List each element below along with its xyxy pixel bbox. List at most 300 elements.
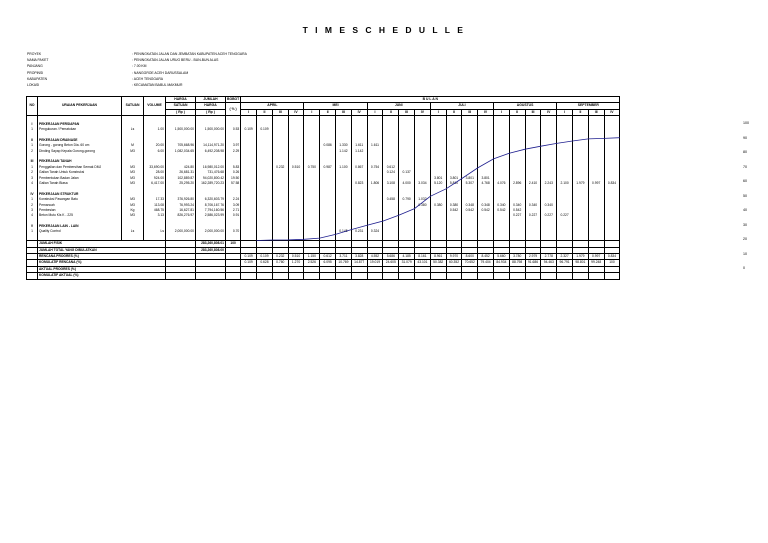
week-header: II — [320, 109, 336, 115]
blank-cell — [27, 273, 38, 279]
month-header: APRIL — [241, 103, 304, 109]
summary-week: 5.686 — [383, 253, 399, 259]
scale-label: 10 — [743, 251, 747, 256]
summary-week: 2.327 — [557, 253, 573, 259]
summary-week — [494, 273, 510, 279]
item-volume: 17.33 — [144, 197, 166, 202]
summary-week: 0.109 — [241, 260, 257, 266]
summary-label: RENCANA PROGRES (%) — [38, 253, 166, 259]
item-name: Pengukuran / Pematokan — [38, 127, 122, 132]
item-no: 4 — [27, 213, 38, 218]
summary-week: 0.760 — [272, 260, 288, 266]
item-jumlah: 6,320,603.79 — [196, 197, 226, 202]
item-harga: 2,000,000.00 — [166, 229, 196, 234]
section-no: III — [27, 159, 38, 164]
header-bobot-2: ( % ) — [226, 103, 241, 116]
item-bobot: 57.58 — [226, 181, 241, 186]
week-value: 4.768 — [478, 181, 494, 186]
info-key: PROYEK — [27, 52, 42, 56]
item-bobot: 5.83 — [226, 165, 241, 170]
item-satuan: Kg — [122, 208, 144, 213]
item-volume: 6.00 — [144, 149, 166, 154]
week-value: 0.997 — [588, 181, 604, 186]
summary-week — [383, 273, 399, 279]
summary-week — [572, 273, 588, 279]
summary-week — [541, 273, 557, 279]
week-value: 0.348 — [462, 202, 478, 207]
week-value: 0.380 — [415, 202, 431, 207]
item-jumlah: 14,114,971.20 — [196, 143, 226, 148]
item-bobot: 2.24 — [226, 197, 241, 202]
item-bobot: 0.91 — [226, 213, 241, 218]
item-harga: 705,668.96 — [166, 143, 196, 148]
scale-label: 60 — [743, 179, 747, 183]
item-no: 2 — [27, 149, 38, 154]
item-satuan: M3 — [122, 202, 144, 207]
week-header: IV — [541, 109, 557, 115]
item-satuan: M3 — [122, 197, 144, 202]
item-volume: 113.08 — [144, 202, 166, 207]
week-value: 0.867 — [351, 165, 367, 170]
summary-week — [320, 273, 336, 279]
week-value: 3.801 — [478, 175, 494, 180]
week-value: 0.380 — [446, 202, 462, 207]
item-name: Dinding Sayap Kepala Gorong-gorong — [38, 149, 122, 154]
item-satuan: M — [122, 143, 144, 148]
header-harga-satuan: HARGA — [166, 97, 196, 103]
week-header: III — [525, 109, 541, 115]
item-harga: 25,295.20 — [166, 181, 196, 186]
week-value: 3.034 — [415, 181, 431, 186]
week-value: 1.979 — [572, 181, 588, 186]
item-name: Beton Mutu Kls K - 225 — [38, 213, 122, 218]
header-bulan: B U L A N — [241, 97, 620, 103]
week-value: 0.324 — [367, 229, 383, 234]
item-satuan: M3 — [122, 170, 144, 175]
info-value: : 7.00 KM — [132, 64, 147, 69]
week-value: 3.801 — [430, 175, 446, 180]
summary-week: 6.095 — [320, 260, 336, 266]
info-key: NAMA PAKET — [27, 58, 49, 63]
summary-week — [509, 273, 525, 279]
summary-week: 96.791 — [557, 260, 573, 266]
summary-week — [257, 273, 273, 279]
week-value: 4.076 — [494, 181, 510, 186]
summary-week — [304, 273, 320, 279]
week-value: 0.340 — [525, 202, 541, 207]
header-satuan: SATUAN — [122, 97, 144, 116]
item-no: 1 — [27, 229, 38, 234]
summary-week: 3.711 — [336, 253, 352, 259]
item-satuan: M3 — [122, 181, 144, 186]
week-value: 5.307 — [462, 181, 478, 186]
summary-week: 10.769 — [336, 260, 352, 266]
summary-week: 1.150 — [304, 253, 320, 259]
item-volume: 6,417.00 — [144, 181, 166, 186]
item-satuan: M3 — [122, 175, 144, 180]
week-header: III — [462, 109, 478, 115]
item-name: Pembesian — [38, 208, 122, 213]
header-bobot: BOBOT — [227, 97, 240, 102]
scale-label: 50 — [743, 193, 747, 198]
item-jumlah: 2,000,000.00 — [196, 229, 226, 234]
week-value: 0.542 — [462, 208, 478, 213]
summary-week: 84.934 — [494, 260, 510, 266]
section-title: PEKERJAAN PERSIAPAN — [38, 122, 122, 127]
section-title: PEKERJAAN DRAINASE — [38, 138, 122, 143]
summary-bobot — [226, 273, 241, 279]
week-value: 0.340 — [494, 202, 510, 207]
week-value: 0.510 — [288, 165, 304, 170]
summary-week: 5.660 — [494, 253, 510, 259]
week-header: III — [588, 109, 604, 115]
item-jumlah: 1,500,000.00 — [196, 127, 226, 132]
summary-week: 9.970 — [446, 253, 462, 259]
info-key: KABUPATEN — [27, 76, 48, 81]
week-value: 1.142 — [336, 149, 352, 154]
summary-week — [351, 273, 367, 279]
scale-label: 30 — [743, 222, 747, 227]
summary-week: 0.628 — [257, 260, 273, 266]
section-no: II — [27, 138, 38, 143]
week-value: 0.231 — [351, 229, 367, 234]
item-volume: 20.00 — [144, 143, 166, 148]
week-header: IV — [415, 109, 431, 115]
scale-label: 100 — [743, 121, 749, 125]
header-jumlah-harga-2: HARGA — [196, 103, 226, 109]
summary-week: 0.510 — [288, 253, 304, 259]
week-value: 5.810 — [446, 181, 462, 186]
week-value: 1.611 — [351, 143, 367, 148]
summary-week: 79.404 — [478, 260, 494, 266]
item-jumlah: 8,706,167.76 — [196, 202, 226, 207]
item-no: 1 — [27, 143, 38, 148]
item-satuan: M3 — [122, 213, 144, 218]
week-value: 0.542 — [509, 208, 525, 213]
summary-week — [462, 273, 478, 279]
summary-week — [241, 273, 257, 279]
item-volume: 468.75 — [144, 208, 166, 213]
summary-week: 8.600 — [462, 253, 478, 259]
item-bobot: 2.29 — [226, 149, 241, 154]
week-value: 0.109 — [241, 127, 257, 132]
summary-week: 4.185 — [399, 253, 415, 259]
summary-week: 8.452 — [478, 253, 494, 259]
progress-scale — [741, 118, 753, 268]
summary-week: 88.798 — [509, 260, 525, 266]
summary-week: 50.382 — [430, 260, 446, 266]
week-header: III — [336, 109, 352, 115]
week-header: I — [241, 109, 257, 115]
summary-week: 91.686 — [525, 260, 541, 266]
week-value: 0.790 — [399, 197, 415, 202]
page-title: T I M E S C H E D U L L E — [302, 25, 466, 35]
summary-value — [196, 273, 226, 279]
project-info — [27, 51, 247, 88]
item-satuan: M3 — [122, 165, 144, 170]
scale-label: 90 — [743, 135, 747, 140]
summary-week — [272, 273, 288, 279]
item-jumlah: 16,980,012.00 — [196, 165, 226, 170]
info-value: : ACEH TENGGARA — [132, 76, 164, 81]
item-no: 3 — [27, 175, 38, 180]
item-volume: 28.00 — [144, 170, 166, 175]
week-value: 0.227 — [509, 213, 525, 218]
item-jumlah: 6,492,208.98 — [196, 149, 226, 154]
week-header: I — [557, 109, 573, 115]
section-title: PEKERJAAN TANAH — [38, 159, 122, 164]
summary-week: 0.997 — [588, 253, 604, 259]
item-jumlah: 2,586,023.99 — [196, 213, 226, 218]
summary-week: 19.019 — [367, 260, 383, 266]
week-value: 3.801 — [462, 175, 478, 180]
item-no: 2 — [27, 202, 38, 207]
month-header: JUNI — [367, 103, 430, 109]
item-bobot: 0.53 — [226, 127, 241, 132]
section-title: PEKERJAAN LAIN - LAIN — [38, 224, 122, 229]
summary-week: 0.612 — [320, 253, 336, 259]
item-volume: 33,690.00 — [144, 165, 166, 170]
schedule-table — [26, 96, 620, 280]
summary-week — [557, 273, 573, 279]
info-key: PANJANG — [27, 64, 43, 69]
item-satuan: Ls — [122, 127, 144, 132]
week-value: 0.348 — [478, 202, 494, 207]
week-value: 0.109 — [257, 127, 273, 132]
week-value: 0.987 — [320, 165, 336, 170]
item-bobot: 0.26 — [226, 170, 241, 175]
week-value: 2.896 — [509, 181, 525, 186]
week-value: 0.340 — [509, 202, 525, 207]
item-bobot: 3.09 — [226, 202, 241, 207]
week-value: 0.086 — [320, 143, 336, 148]
info-key: LOKASI — [27, 83, 40, 88]
summary-bobot: 100 — [226, 241, 241, 247]
item-volume: Ls — [144, 229, 166, 234]
item-name: Galian Tanah Biasa — [38, 181, 122, 186]
scale-label: 80 — [743, 150, 747, 154]
header-no: NO — [27, 97, 38, 116]
item-name: Konstruksi Pasangan Batu — [38, 197, 122, 202]
month-header: AGUSTUS — [494, 103, 557, 109]
summary-week: 0.109 — [257, 253, 273, 259]
week-value: 0.227 — [541, 213, 557, 218]
summary-week: 0.834 — [604, 253, 620, 259]
section-no: IV — [27, 192, 38, 197]
summary-week: 0.232 — [272, 253, 288, 259]
summary-week — [367, 273, 383, 279]
item-no: 1 — [27, 165, 38, 170]
summary-week: 2.778 — [541, 253, 557, 259]
week-value: 1.611 — [367, 143, 383, 148]
summary-week: 2.979 — [525, 253, 541, 259]
summary-week — [478, 273, 494, 279]
item-no: 2 — [27, 170, 38, 175]
week-header: I — [430, 109, 446, 115]
info-value: : KECAMATAN BABUL MAKMUR — [132, 83, 183, 88]
summary-label: KOMULATIF RENCANA (%) — [38, 260, 166, 266]
summary-week: 98.801 — [572, 260, 588, 266]
week-value: 2.410 — [525, 181, 541, 186]
item-volume: 1.00 — [144, 127, 166, 132]
week-value: 3.108 — [383, 181, 399, 186]
week-header: II — [572, 109, 588, 115]
item-bobot: 19.50 — [226, 175, 241, 180]
summary-value: 283,260,808.00 — [196, 247, 226, 253]
week-value: 1.032 — [415, 197, 431, 202]
item-harga: 26,681.31 — [166, 170, 196, 175]
summary-week: 60.352 — [446, 260, 462, 266]
item-name: Quality Control — [38, 229, 122, 234]
summary-week: 31.079 — [399, 260, 415, 266]
item-bobot: 2.71 — [226, 208, 241, 213]
summary-week: 14.877 — [351, 260, 367, 266]
summary-label: AKTUAL PROGRES (%) — [38, 266, 166, 272]
week-header: III — [399, 109, 415, 115]
week-value: 0.834 — [604, 181, 620, 186]
week-value: 4.000 — [399, 181, 415, 186]
summary-week: 8.961 — [430, 253, 446, 259]
week-header: IV — [478, 109, 494, 115]
summary-week: 1.270 — [288, 260, 304, 266]
month-header: JULI — [430, 103, 493, 109]
week-value: 0.542 — [446, 208, 462, 213]
week-header: I — [494, 109, 510, 115]
blank-cell — [166, 273, 196, 279]
summary-week: 0.109 — [241, 253, 257, 259]
section-no: V — [27, 224, 38, 229]
summary-label: JUMLAH TOTAL YANG DIBULATKAN — [38, 247, 166, 253]
summary-week — [604, 273, 620, 279]
header-uraian: URAIAN PEKERJAAN — [38, 97, 122, 116]
summary-week — [430, 273, 446, 279]
header-jumlah-harga: JUMLAH — [196, 97, 226, 103]
summary-week: 1.979 — [572, 253, 588, 259]
info-key: PROPINSI — [27, 70, 44, 75]
week-value: 0.340 — [541, 202, 557, 207]
item-harga: 1,500,000.00 — [166, 127, 196, 132]
week-value: 0.754 — [367, 165, 383, 170]
week-value: 0.542 — [494, 208, 510, 213]
item-bobot: 0.70 — [226, 229, 241, 234]
summary-week: 8.161 — [415, 253, 431, 259]
item-harga: 76,993.24 — [166, 202, 196, 207]
week-header: II — [446, 109, 462, 115]
summary-week: 3.780 — [509, 253, 525, 259]
item-harga: 376,926.80 — [166, 197, 196, 202]
item-harga: 826,276.97 — [166, 213, 196, 218]
item-harga: 16,627.81 — [166, 208, 196, 213]
scale-label: 40 — [743, 208, 747, 212]
week-header: I — [304, 109, 320, 115]
item-harga: 424.80 — [166, 165, 196, 170]
item-jumlah: 731,476.68 — [196, 170, 226, 175]
week-header: I — [367, 109, 383, 115]
summary-week: 70.652 — [462, 260, 478, 266]
header-harga-satuan-2: SATUAN — [166, 103, 196, 109]
scale-label: 20 — [743, 237, 747, 241]
section-title: PEKERJAAN STRUKTUR — [38, 192, 122, 197]
summary-value: 283,260,808.01 — [196, 241, 226, 247]
item-no: 1 — [27, 127, 38, 132]
item-name: Gorong - gorong Beton Dia. 60 cm — [38, 143, 122, 148]
summary-week: 4.552 — [367, 253, 383, 259]
week-value: 0.823 — [351, 181, 367, 186]
item-jumlah: 7,794,160.56 — [196, 208, 226, 213]
item-name: Penggalian dan Pembersihan Semak DMJ — [38, 165, 122, 170]
week-value: 0.612 — [383, 165, 399, 170]
item-jumlah: 94,020,800.42 — [196, 175, 226, 180]
item-no: 3 — [27, 208, 38, 213]
section-no: I — [27, 122, 38, 127]
week-value: 0.542 — [478, 208, 494, 213]
week-header: IV — [351, 109, 367, 115]
scale-label: 0 — [743, 266, 745, 270]
info-value: : PENINGKATAN JALAN URUG BERU - BUN-BUN ALAS — [132, 58, 219, 63]
week-value: 0.145 — [336, 229, 352, 234]
item-volume: 3.13 — [144, 213, 166, 218]
summary-week: 43.101 — [415, 260, 431, 266]
item-satuan: Ls — [122, 229, 144, 234]
week-value: 0.380 — [430, 202, 446, 207]
week-value: 2.243 — [541, 181, 557, 186]
summary-label: KOMULATIF AKTUAL (%) — [38, 273, 166, 279]
week-value: 0.227 — [557, 213, 573, 218]
week-value: 5.120 — [430, 181, 446, 186]
week-value: 1.806 — [367, 181, 383, 186]
summary-week — [415, 273, 431, 279]
week-value: 2.100 — [557, 181, 573, 186]
kumulatif-aktual-row — [27, 273, 620, 279]
week-header: II — [509, 109, 525, 115]
week-header: II — [257, 109, 273, 115]
summary-week — [446, 273, 462, 279]
item-name: Pemancah — [38, 202, 122, 207]
week-header: III — [272, 109, 288, 115]
week-header: II — [383, 109, 399, 115]
summary-week: 24.605 — [383, 260, 399, 266]
summary-week — [399, 273, 415, 279]
summary-week — [525, 273, 541, 279]
summary-week — [288, 273, 304, 279]
week-value: 0.227 — [525, 213, 541, 218]
week-value: 0.137 — [399, 170, 415, 175]
item-satuan: M3 — [122, 149, 144, 154]
header-jumlah-harga-3: ( Rp ) — [196, 109, 226, 115]
month-header: MEI — [304, 103, 367, 109]
summary-week: 2.526 — [304, 260, 320, 266]
summary-week: 100 — [604, 260, 620, 266]
summary-week: 94.463 — [541, 260, 557, 266]
item-bobot: 3.97 — [226, 143, 241, 148]
week-value: 3.801 — [446, 175, 462, 180]
item-name: Galian Tanah Untuk Konstruksi — [38, 170, 122, 175]
week-value: 1.330 — [336, 143, 352, 148]
info-value: : PENINGKATAN JALAN DAN JEMBATAN KABUPATEN ACEH TENGGARA — [132, 52, 247, 56]
item-no: 1 — [27, 197, 38, 202]
summary-week: 99.248 — [588, 260, 604, 266]
summary-week — [588, 273, 604, 279]
week-value: 0.124 — [383, 170, 399, 175]
week-value: 0.458 — [383, 197, 399, 202]
summary-week — [336, 273, 352, 279]
item-harga: 1,082,034.65 — [166, 149, 196, 154]
month-header: SEPTEMBER — [557, 103, 620, 109]
item-jumlah: 162,289,720.23 — [196, 181, 226, 186]
info-row — [27, 82, 247, 88]
item-volume: 924.00 — [144, 175, 166, 180]
item-no: 4 — [27, 181, 38, 186]
